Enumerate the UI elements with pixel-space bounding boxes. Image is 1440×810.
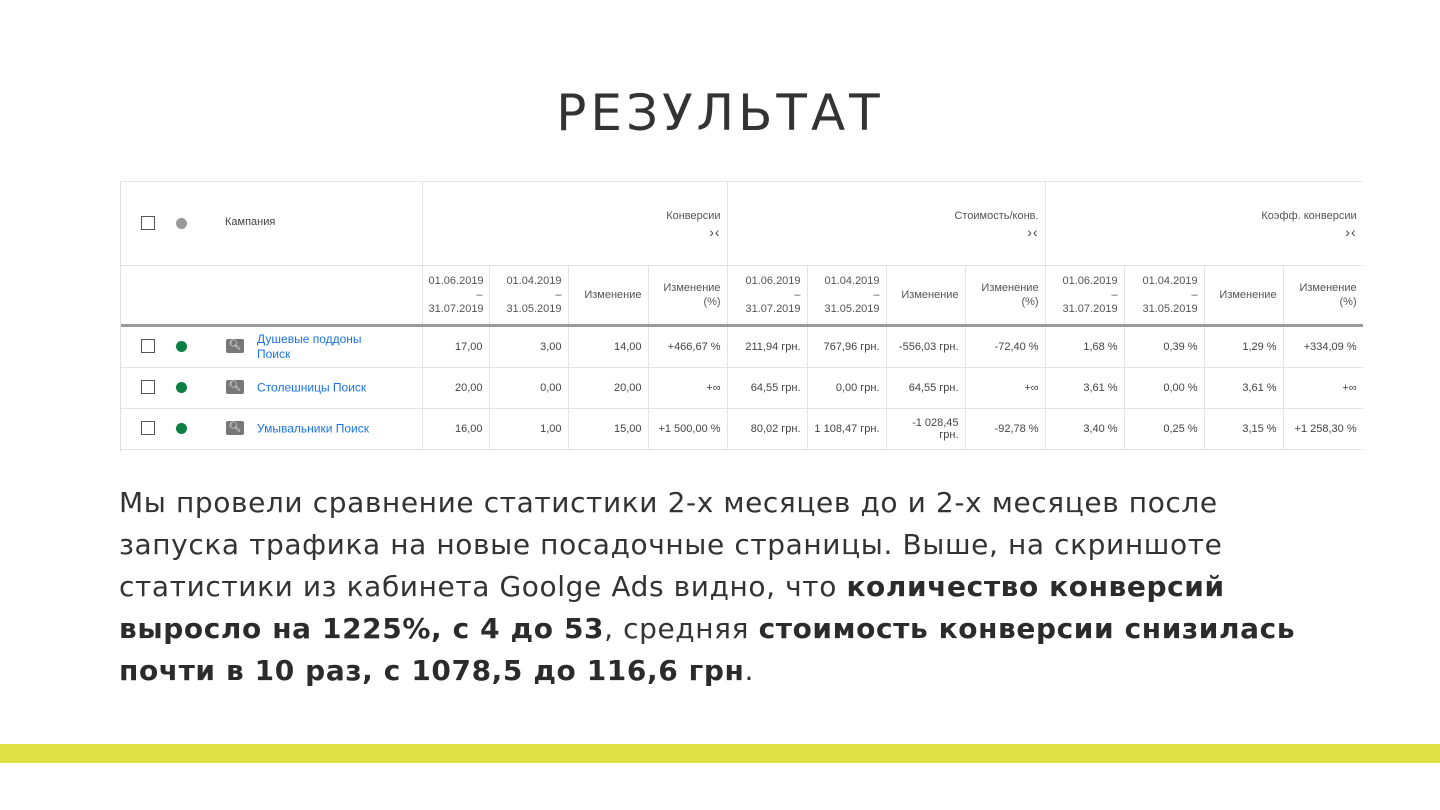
metric-cell-rate: +334,09 % — [1283, 326, 1363, 368]
metric-cell-rate: 1,68 % — [1045, 326, 1124, 368]
accent-bar — [0, 744, 1440, 763]
group-rate-label: Коэфф. конверсии — [1261, 209, 1357, 222]
metric-cell-cost: 64,55 грн. — [886, 368, 965, 409]
subheader-row — [121, 266, 1363, 326]
group-conversions-label: Конверсии — [666, 209, 721, 222]
metric-cell-conv: 17,00 — [422, 326, 489, 368]
metric-cell-cost: 1 108,47 грн. — [807, 409, 886, 450]
subheader-change-pct[interactable]: Изменение (%) — [648, 266, 727, 326]
metric-cell-conv: 0,00 — [489, 368, 568, 409]
magnifier-icon: 🔍︎ — [226, 380, 244, 394]
paragraph-text: , средняя — [604, 612, 759, 645]
magnifier-icon: 🔍︎ — [226, 421, 244, 435]
metric-cell-conv: 14,00 — [568, 326, 648, 368]
campaign-name-link[interactable]: Душевые поддоны Поиск — [257, 332, 362, 361]
campaign-stats-screenshot — [120, 181, 1363, 452]
metric-cell-conv: 3,00 — [489, 326, 568, 368]
collapse-arrows-icon[interactable]: ›‹ — [1027, 223, 1039, 240]
metric-cell-rate: 1,29 % — [1204, 326, 1283, 368]
group-header-row — [121, 182, 1363, 266]
campaign-stats-table — [121, 182, 1363, 450]
row-checkbox[interactable] — [141, 339, 155, 353]
metric-cell-cost: 211,94 грн. — [727, 326, 807, 368]
metric-cell-conv: 15,00 — [568, 409, 648, 450]
metric-cell-rate: 3,15 % — [1204, 409, 1283, 450]
campaign-name-link[interactable]: Столешницы Поиск — [257, 380, 367, 395]
paragraph-text: Мы провели сравнение статистики 2-х месяцев до и 2-х месяцев после запуска трафика на новые посадочные страницы. Выше, на скриншоте статистики из кабинета Goolge Ads видно, что — [119, 486, 1223, 603]
subheader-period-a[interactable]: 01.06.2019 – 31.07.2019 — [1045, 266, 1124, 326]
status-enabled-dot[interactable] — [176, 382, 187, 393]
table-row — [121, 368, 1363, 409]
metric-cell-rate: 0,39 % — [1124, 326, 1204, 368]
campaign-cell — [121, 409, 422, 450]
group-cost-label: Стоимость/конв. — [954, 209, 1039, 222]
status-enabled-dot[interactable] — [176, 423, 187, 434]
subheader-period-b[interactable]: 01.04.2019 – 31.05.2019 — [1124, 266, 1204, 326]
metric-cell-rate: +1 258,30 % — [1283, 409, 1363, 450]
magnifier-icon: 🔍︎ — [226, 339, 244, 353]
group-conversion-rate[interactable] — [1045, 182, 1363, 266]
metric-cell-conv: 20,00 — [422, 368, 489, 409]
metric-cell-conv: +1 500,00 % — [648, 409, 727, 450]
metric-cell-cost: -556,03 грн. — [886, 326, 965, 368]
subheader-period-a[interactable]: 01.06.2019 – 31.07.2019 — [727, 266, 807, 326]
results-paragraph — [119, 482, 1319, 692]
collapse-arrows-icon[interactable]: ›‹ — [1345, 223, 1357, 240]
table-row — [121, 409, 1363, 450]
metric-cell-rate: +∞ — [1283, 368, 1363, 409]
table-row — [121, 326, 1363, 368]
metric-cell-cost: 0,00 грн. — [807, 368, 886, 409]
status-filter-dot[interactable] — [176, 218, 187, 229]
metric-cell-cost: -92,78 % — [965, 409, 1045, 450]
campaign-name-link[interactable]: Умывальники Поиск — [257, 421, 369, 436]
group-cost-per-conversion[interactable] — [727, 182, 1045, 266]
metric-cell-conv: 1,00 — [489, 409, 568, 450]
status-enabled-dot[interactable] — [176, 341, 187, 352]
campaign-cell — [121, 368, 422, 409]
paragraph-highlight-cost: стоимость конверсии снизилась почти в 10 раз, с 1078,5 до 116,6 грн — [119, 612, 1296, 687]
metric-cell-cost: 64,55 грн. — [727, 368, 807, 409]
row-checkbox[interactable] — [141, 421, 155, 435]
metric-cell-cost: -72,40 % — [965, 326, 1045, 368]
paragraph-highlight-conversions: количество конверсий выросло на 1225%, с 4 до 53 — [119, 570, 1225, 645]
metric-cell-cost: 80,02 грн. — [727, 409, 807, 450]
collapse-arrows-icon[interactable]: ›‹ — [709, 223, 721, 240]
metric-cell-rate: 3,61 % — [1204, 368, 1283, 409]
metric-cell-rate: 0,25 % — [1124, 409, 1204, 450]
table-body — [121, 326, 1363, 450]
subheader-change[interactable]: Изменение — [1204, 266, 1283, 326]
metric-cell-rate: 3,61 % — [1045, 368, 1124, 409]
subheader-period-b[interactable]: 01.04.2019 – 31.05.2019 — [489, 266, 568, 326]
metric-cell-conv: +∞ — [648, 368, 727, 409]
campaign-header-cell — [121, 182, 422, 266]
subheader-change[interactable]: Изменение — [568, 266, 648, 326]
metric-cell-conv: 16,00 — [422, 409, 489, 450]
metric-cell-conv: 20,00 — [568, 368, 648, 409]
row-checkbox[interactable] — [141, 380, 155, 394]
select-all-checkbox[interactable] — [141, 216, 155, 230]
subheader-period-a[interactable]: 01.06.2019 – 31.07.2019 — [422, 266, 489, 326]
subheader-change[interactable]: Изменение — [886, 266, 965, 326]
metric-cell-rate: 0,00 % — [1124, 368, 1204, 409]
metric-cell-rate: 3,40 % — [1045, 409, 1124, 450]
paragraph-text: . — [744, 654, 754, 687]
metric-cell-cost: -1 028,45 грн. — [886, 409, 965, 450]
group-conversions[interactable] — [422, 182, 727, 266]
subheader-period-b[interactable]: 01.04.2019 – 31.05.2019 — [807, 266, 886, 326]
subheader-change-pct[interactable]: Изменение (%) — [1283, 266, 1363, 326]
metric-cell-conv: +466,67 % — [648, 326, 727, 368]
campaign-cell — [121, 326, 422, 368]
page-title: РЕЗУЛЬТАТ — [556, 84, 884, 142]
subheader-empty — [121, 266, 422, 326]
metric-cell-cost: +∞ — [965, 368, 1045, 409]
subheader-change-pct[interactable]: Изменение (%) — [965, 266, 1045, 326]
campaign-column-header[interactable]: Кампания — [225, 215, 276, 228]
metric-cell-cost: 767,96 грн. — [807, 326, 886, 368]
